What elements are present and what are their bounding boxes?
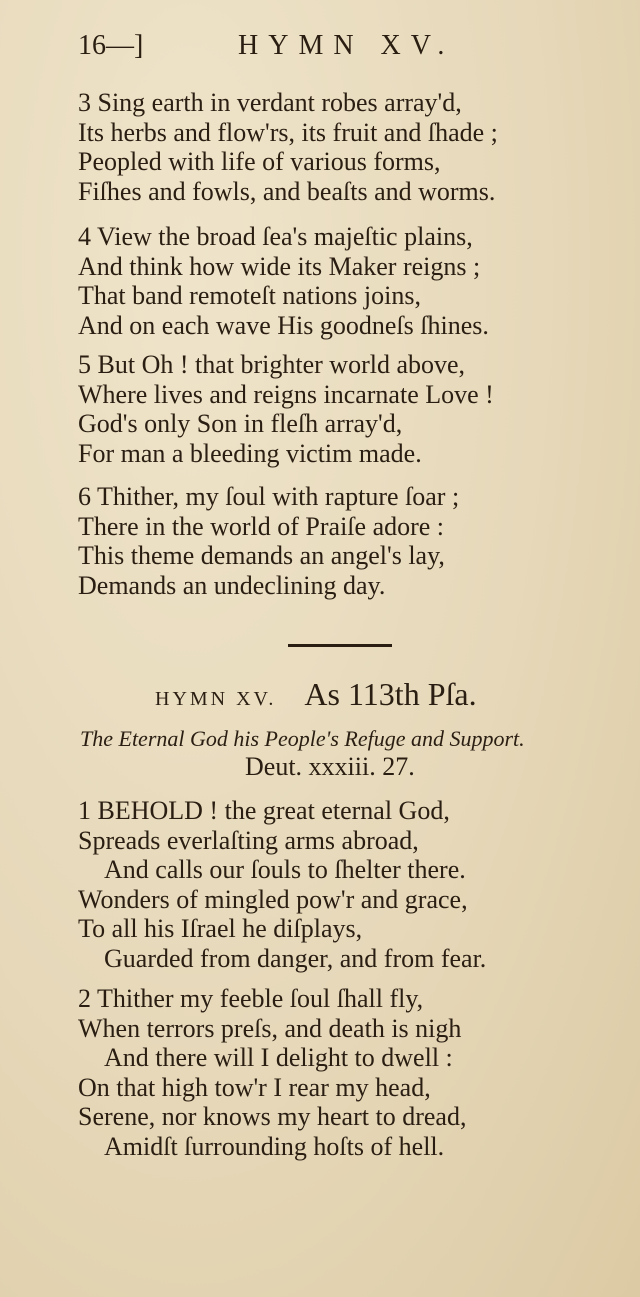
stanza-line: 5 But Oh ! that brighter world above, <box>78 350 466 379</box>
stanza-line: There in the world of Praiſe adore : <box>78 511 445 541</box>
stanza-line: 3 Sing earth in verdant robes array'd, <box>78 88 462 117</box>
hymn-heading <box>155 676 477 713</box>
running-head-title: HYMN XV. <box>238 30 455 61</box>
stanza-line: And think how wide its Maker reigns ; <box>78 251 481 281</box>
hymn-label: HYMN XV. <box>155 688 277 710</box>
stanza-line: On that high tow'r I rear my head, <box>78 1072 431 1102</box>
stanza-line: Serene, nor knows my heart to dread, <box>78 1102 467 1131</box>
stanza-1 <box>78 796 486 973</box>
stanza-line: For man a bleeding victim made. <box>78 438 422 468</box>
stanza-line: Guarded from danger, and from fear. <box>104 943 487 973</box>
stanza-line: Demands an undeclining day. <box>78 570 386 600</box>
stanza-line: Where lives and reigns incarnate Love ! <box>78 379 494 409</box>
stanza-line: Its herbs and flow'rs, its fruit and ſhade ; <box>78 117 498 147</box>
scripture-reference: Deut. xxxiii. 27. <box>245 752 415 781</box>
stanza-line: 2 Thither my feeble ſoul ſhall fly, <box>78 984 424 1013</box>
stanza-line: Spreads everlaſting arms abroad, <box>78 825 419 855</box>
stanza-line: To all his Iſrael he diſplays, <box>78 914 363 943</box>
stanza-3 <box>78 88 498 206</box>
stanza-line: 1 BEHOLD ! the great eternal God, <box>78 796 450 825</box>
stanza-2 <box>78 984 466 1161</box>
stanza-4 <box>78 222 489 340</box>
stanza-line: When terrors preſs, and death is nigh <box>78 1013 462 1043</box>
stanza-line: God's only Son in fleſh array'd, <box>78 409 403 438</box>
stanza-line: And on each wave His goodneſs ſhines. <box>78 310 489 340</box>
section-divider <box>288 644 392 647</box>
stanza-line: Wonders of mingled pow'r and grace, <box>78 884 468 914</box>
stanza-5 <box>78 350 494 468</box>
stanza-line: 6 Thither, my ſoul with rapture ſoar ; <box>78 482 460 511</box>
stanza-line: And calls our ſouls to ſhelter there. <box>104 855 466 884</box>
stanza-line: Amidſt ſurrounding hoſts of hell. <box>104 1131 445 1161</box>
hymn-tune: As 113th Pſa. <box>304 676 477 712</box>
stanza-line: And there will I delight to dwell : <box>104 1043 453 1072</box>
stanza-6 <box>78 482 459 600</box>
stanza-line: This theme demands an angel's lay, <box>78 541 445 570</box>
page-number: 16—] <box>78 30 144 61</box>
hymn-subtitle: The Eternal God his People's Refuge and Support. <box>80 726 525 751</box>
stanza-line: 4 View the broad ſea's majeſtic plains, <box>78 222 473 251</box>
stanza-line: Fiſhes and fowls, and beaſts and worms. <box>78 176 496 206</box>
stanza-line: Peopled with life of various forms, <box>78 147 441 176</box>
stanza-line: That band remoteſt nations joins, <box>78 281 421 310</box>
